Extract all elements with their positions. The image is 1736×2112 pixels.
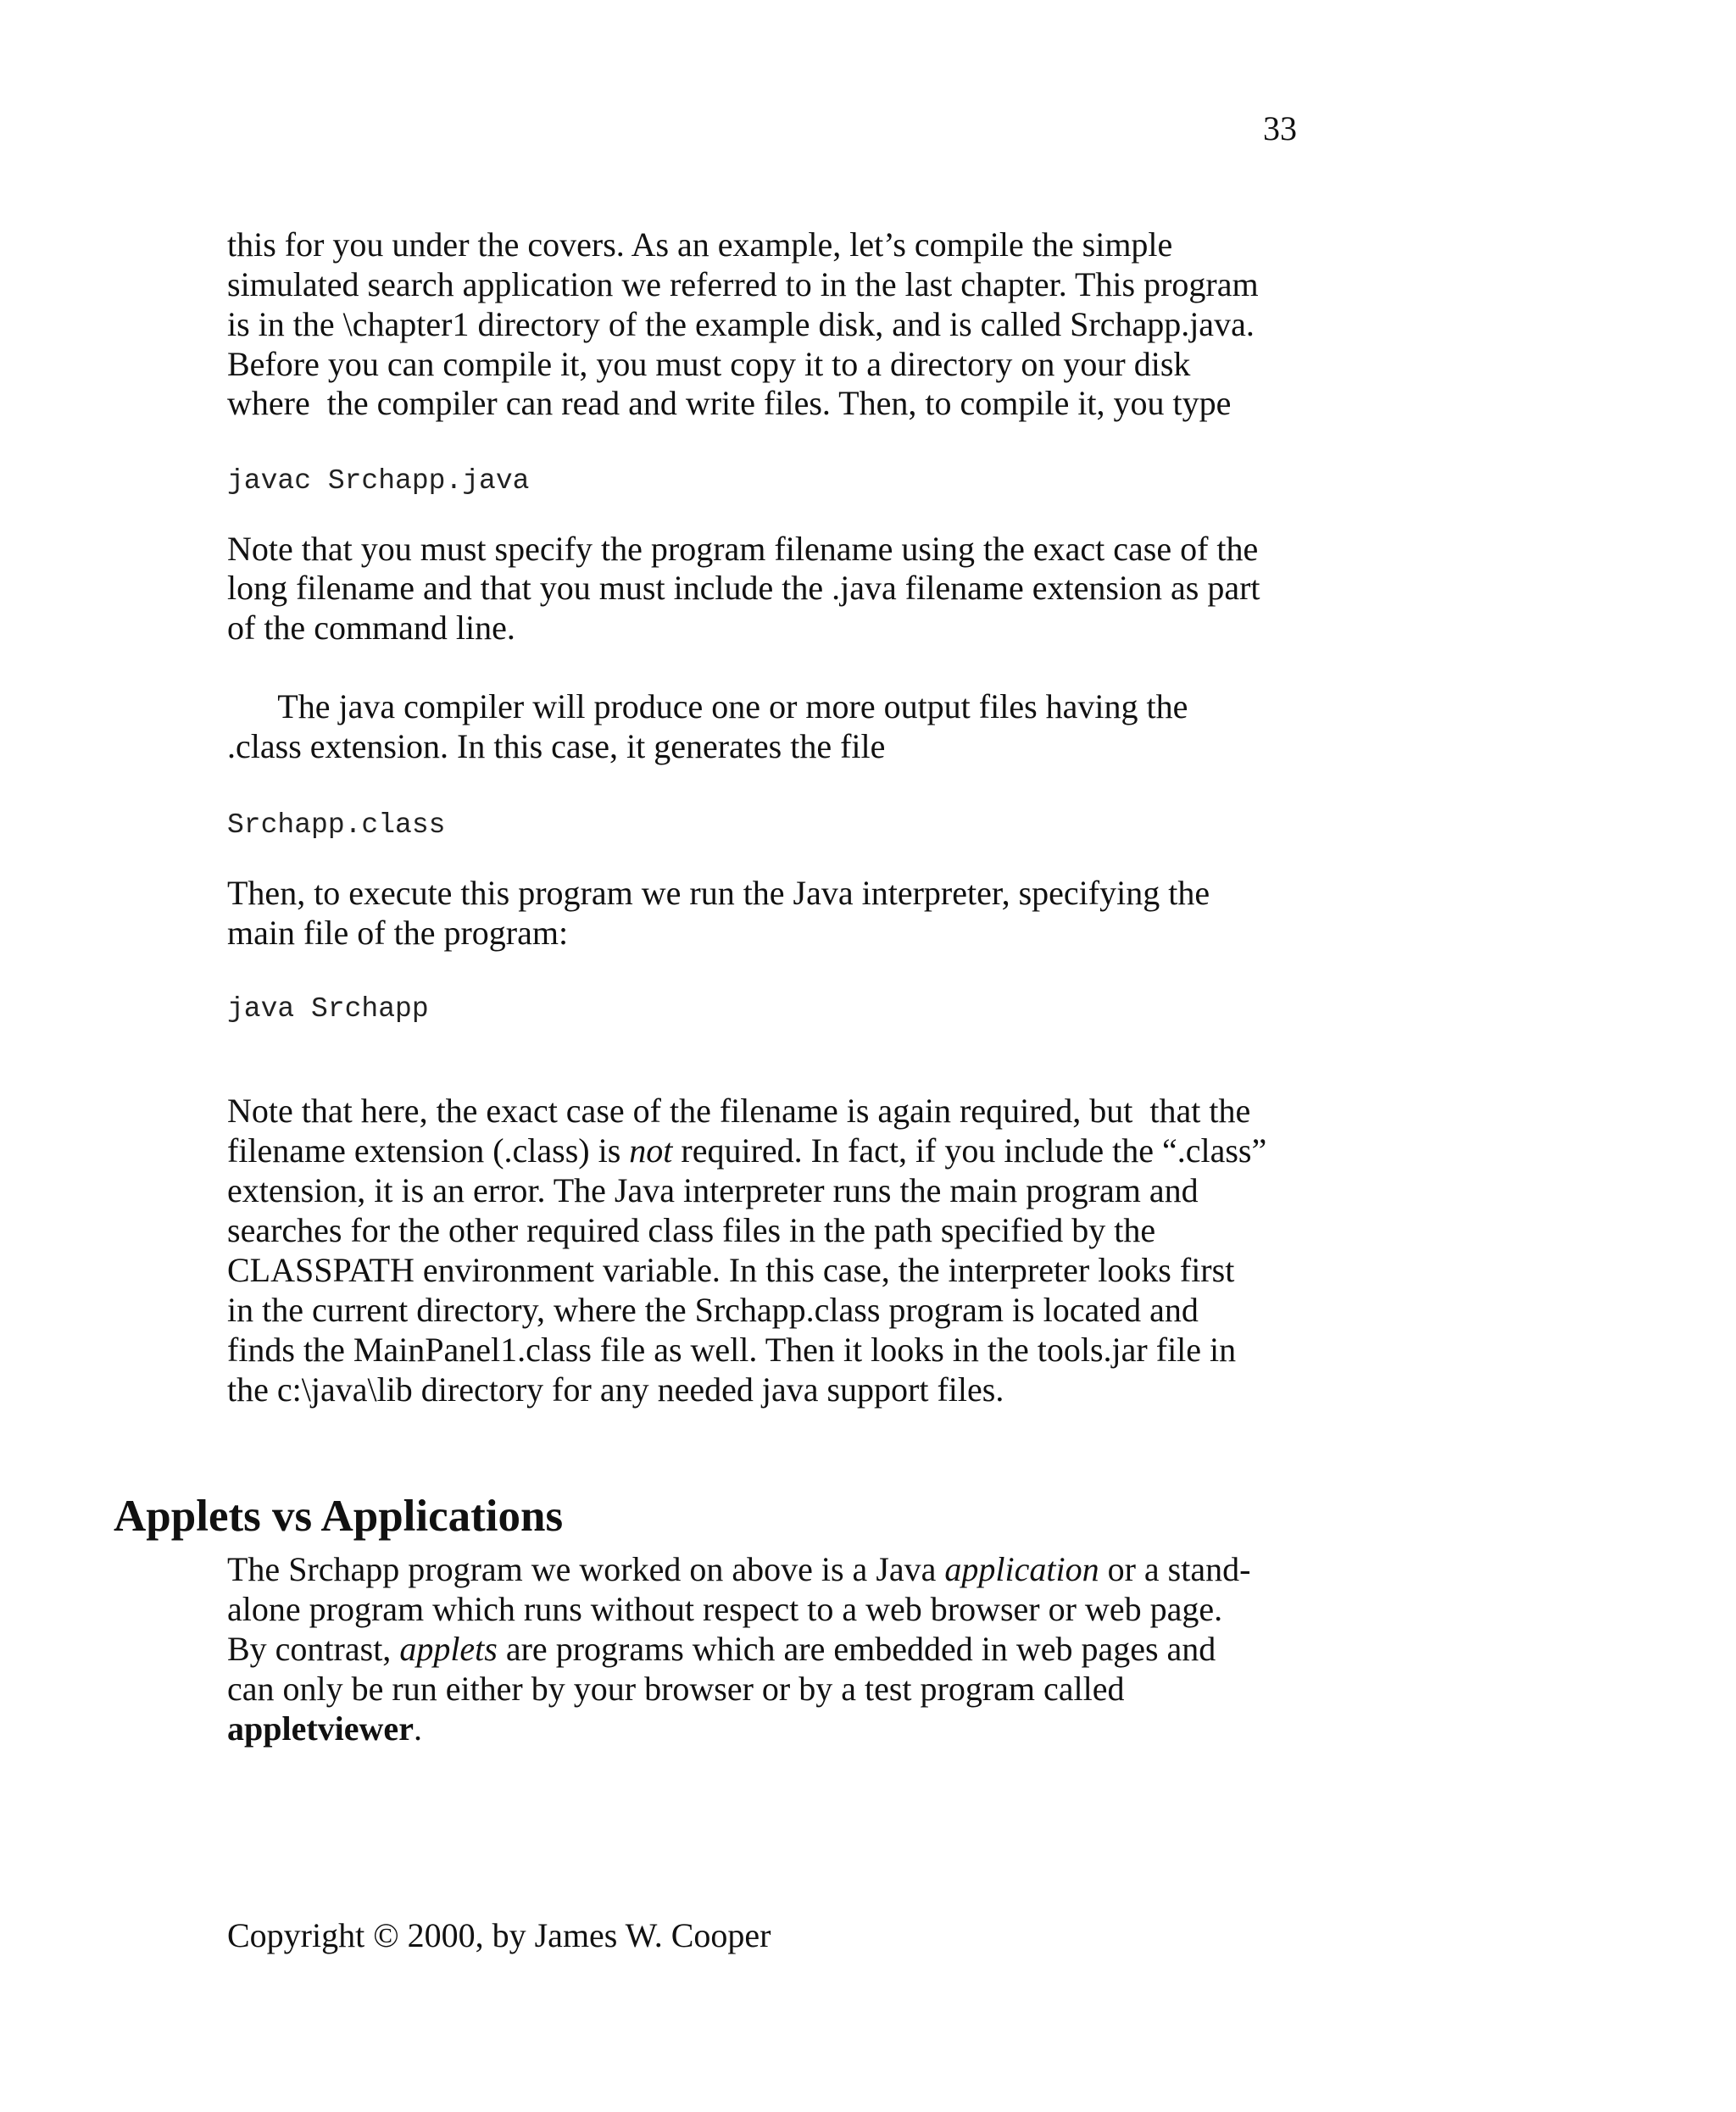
text-run: or a stand- [1099,1550,1251,1588]
text-line [227,1549,1250,1590]
text-run: By contrast, [227,1630,400,1668]
text-line: Note that here, the exact case of the filename is again required, but that the [227,1092,1251,1130]
text-line: the c:\java\lib directory for any needed java support files. [227,1370,1004,1409]
text-line: The java compiler will produce one or more output files having the [227,687,1188,725]
text-line: where the compiler can read and write files. Then, to compile it, you type [227,384,1232,422]
emphasis-application: application [944,1550,1099,1588]
emphasis-applets: applets [399,1630,498,1668]
text-line: in the current directory, where the Srchapp.class program is located and [227,1291,1199,1329]
code-run-command: java Srchapp [227,993,429,1025]
text-line: long filename and that you must include the .java filename extension as part [227,569,1260,607]
page-number: 33 [1263,109,1297,147]
copyright-footer: Copyright © 2000, by James W. Cooper [227,1916,771,1954]
text-line: this for you under the covers. As an example, let’s compile the simple [227,225,1173,264]
bold-appletviewer: appletviewer [227,1709,414,1748]
text-line: alone program which runs without respect to a web browser or web page. [227,1590,1223,1628]
text-line: main file of the program: [227,914,569,952]
text-line: Note that you must specify the program filename using the exact case of the [227,530,1259,568]
text-line: finds the MainPanel1.class file as well. Then it looks in the tools.jar file in [227,1331,1237,1369]
emphasis-not: not [629,1131,673,1170]
code-compile-command: javac Srchapp.java [227,465,530,497]
code-class-file: Srchapp.class [227,809,446,841]
text-line: is in the \chapter1 directory of the example disk, and is called Srchapp.java. [227,305,1255,343]
text-line [227,1629,1216,1670]
text-line: can only be run either by your browser or by a test program called [227,1670,1125,1708]
text-line: CLASSPATH environment variable. In this case, the interpreter looks first [227,1251,1235,1289]
text-run: are programs which are embedded in web pages and [497,1630,1216,1668]
text-run: The Srchapp program we worked on above is a Java [227,1550,945,1588]
text-run: filename extension (.class) is [227,1131,630,1170]
text-line: searches for the other required class files in the path specified by the [227,1211,1156,1249]
text-line: .class extension. In this case, it generates the file [227,727,886,765]
text-line [227,1709,422,1749]
text-run: . [413,1709,422,1748]
text-line [227,1131,1266,1171]
text-line: extension, it is an error. The Java interpreter runs the main program and [227,1171,1199,1209]
text-line: simulated search application we referred to in the last chapter. This program [227,265,1259,303]
text-run: required. In fact, if you include the “.class” [672,1131,1267,1170]
text-line: Then, to execute this program we run the Java interpreter, specifying the [227,874,1210,912]
text-line: of the command line. [227,609,515,647]
text-line: Before you can compile it, you must copy it to a directory on your disk [227,345,1191,383]
section-heading: Applets vs Applications [114,1492,564,1541]
